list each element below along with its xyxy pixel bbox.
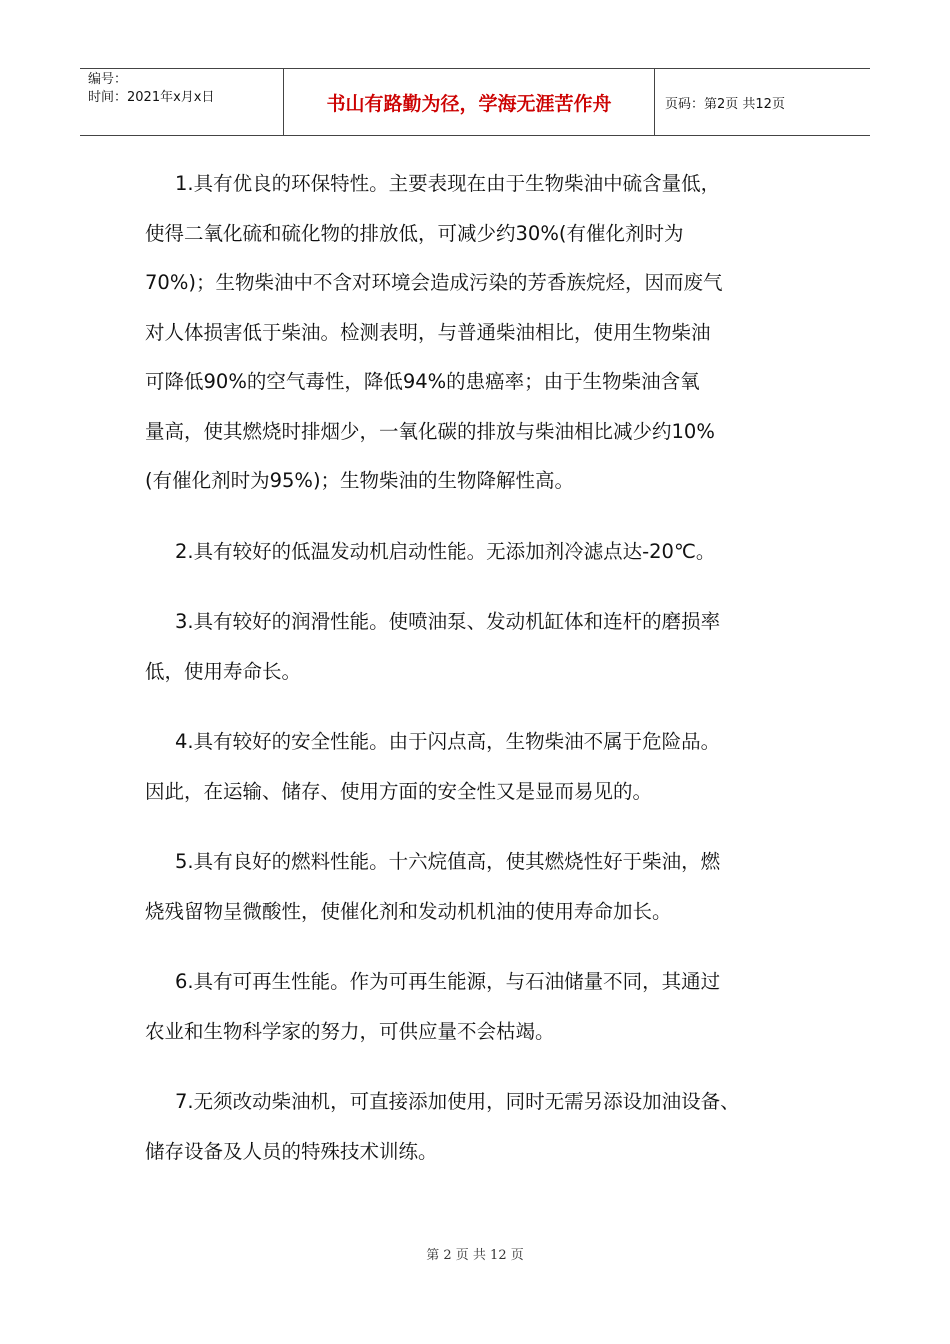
paragraph-3 <box>145 597 825 696</box>
paragraph-line: 烧残留物呈微酸性，使催化剂和发动机机油的使用寿命加长。 <box>145 899 672 923</box>
paragraph-line: 可降低90%的空气毒性，降低94%的患癌率；由于生物柴油含氧 <box>145 370 700 393</box>
number-label: 编号： <box>88 72 128 87</box>
paragraph-line: 低，使用寿命长。 <box>145 659 302 683</box>
paragraph-1 <box>145 159 825 506</box>
paragraph-line: 4.具有较好的安全性能。由于闪点高，生物柴油不属于危险品。 <box>175 730 721 753</box>
paragraph-line: 使得二氧化硫和硫化物的排放低，可减少约30%(有催化剂时为 <box>145 221 684 245</box>
page-header <box>80 68 870 136</box>
paragraph-line: 2.具有较好的低温发动机启动性能。无添加剂冷滤点达-20℃。 <box>175 539 716 563</box>
document-body <box>145 159 825 1197</box>
paragraph-5 <box>145 837 825 936</box>
paragraph-line: 量高，使其燃烧时排烟少，一氧化碳的排放与柴油相比减少约10% <box>145 419 715 443</box>
paragraph-7 <box>145 1077 825 1176</box>
paragraph-line: 1.具有优良的环保特性。主要表现在由于生物柴油中硫含量低， <box>175 172 721 195</box>
paragraph-line: 6.具有可再生性能。作为可再生能源，与石油储量不同，其通过 <box>175 970 721 993</box>
paragraph-line: 3.具有较好的润滑性能。使喷油泵、发动机缸体和连杆的磨损率 <box>175 610 721 633</box>
header-motto: 书山有路勤为径，学海无涯苦作舟 <box>283 69 655 135</box>
header-page-info: 页码：第2页 共12页 <box>665 96 785 112</box>
paragraph-4 <box>145 717 825 816</box>
paragraph-line: 储存设备及人员的特殊技术训练。 <box>145 1139 438 1163</box>
time-label: 时间：2021年x月x日 <box>88 90 215 105</box>
paragraph-line: 7.无须改动柴油机，可直接添加使用，同时无需另添设加油设备、 <box>175 1090 740 1113</box>
paragraph-line: 对人体损害低于柴油。检测表明，与普通柴油相比，使用生物柴油 <box>145 320 711 344</box>
paragraph-line: (有催化剂时为95%)；生物柴油的生物降解性高。 <box>145 469 575 492</box>
paragraph-6 <box>145 957 825 1056</box>
paragraph-line: 因此，在运输、储存、使用方面的安全性又是显而易见的。 <box>145 779 653 803</box>
page-footer: 第 2 页 共 12 页 <box>426 1248 524 1263</box>
paragraph-2 <box>145 527 825 577</box>
paragraph-line: 70%)；生物柴油中不含对环境会造成污染的芳香族烷烃，因而废气 <box>145 271 723 294</box>
header-meta <box>80 69 283 135</box>
paragraph-line: 5.具有良好的燃料性能。十六烷值高，使其燃烧性好于柴油，燃 <box>175 850 721 873</box>
paragraph-line: 农业和生物科学家的努力，可供应量不会枯竭。 <box>145 1019 555 1043</box>
